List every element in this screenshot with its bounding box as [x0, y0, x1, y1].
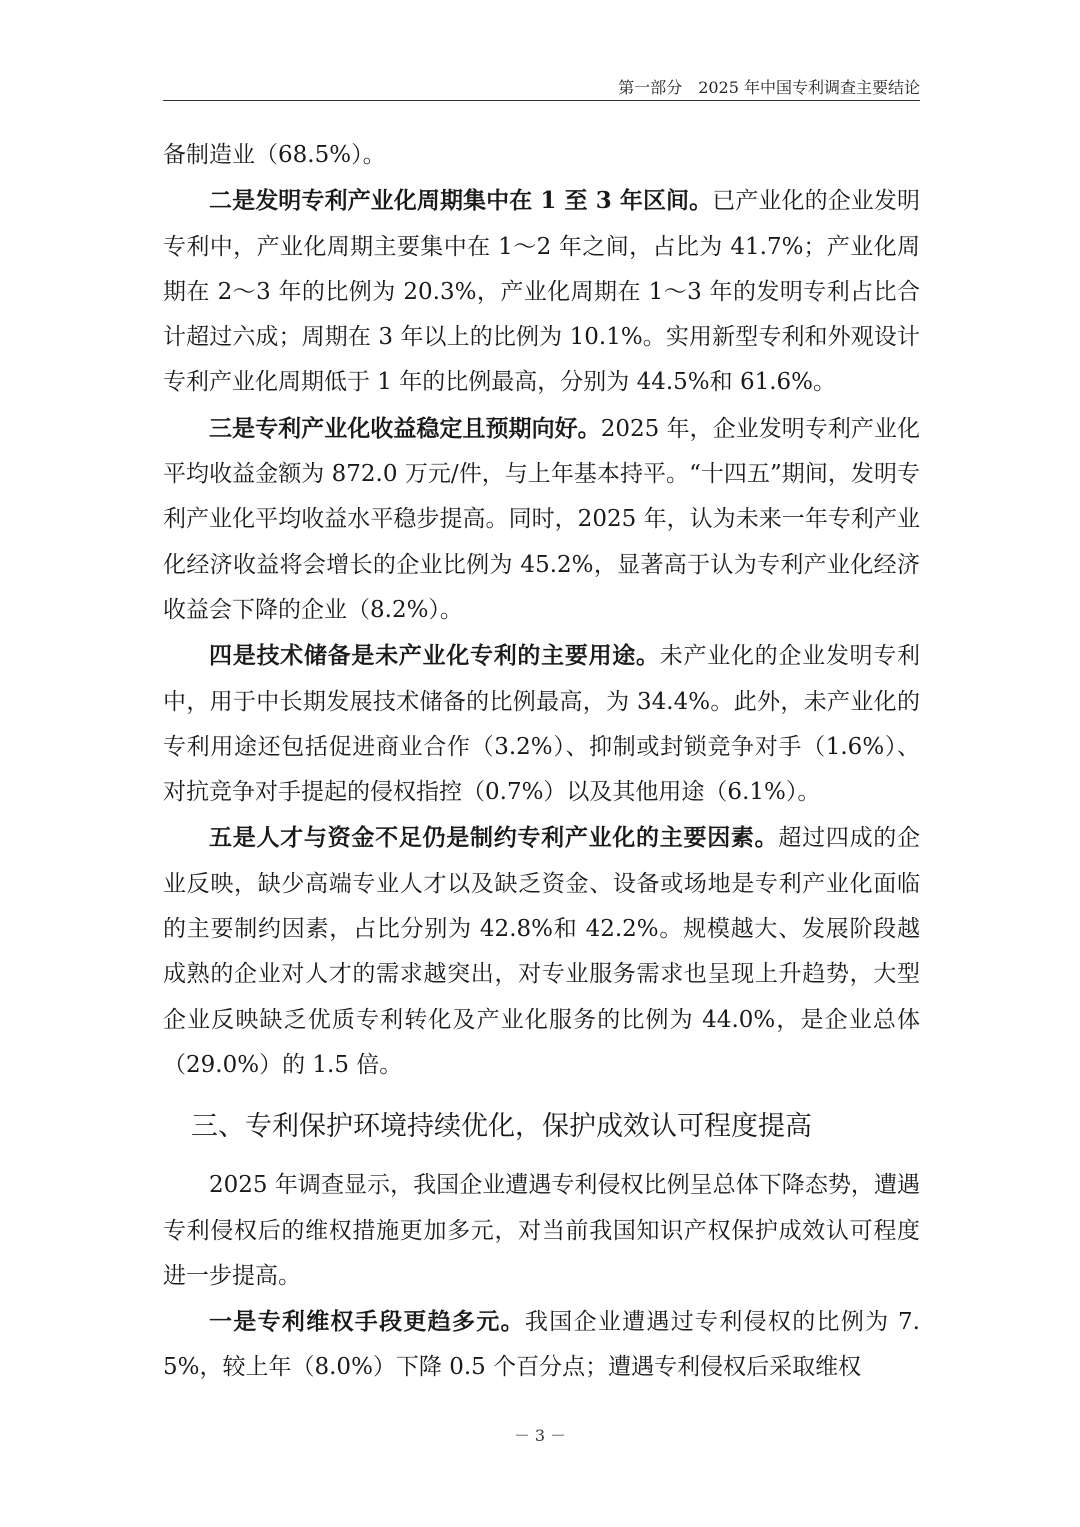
page-body	[163, 132, 920, 1391]
paragraph-text: 未产业化的企业发明专利中，用于中长期发展技术储备的比例最高，为 34.4%。此外，未产业化的专利用途还包括促进商业合作（3.2%）、抑制或封锁竞争对手（1.6%）、对抗竞争对手提起的侵权指控（0.7%）以及其他用途（6.1%）。	[163, 643, 921, 806]
paragraph-continuation	[163, 132, 920, 178]
paragraph-lead: 四是技术储备是未产业化专利的主要用途。	[209, 642, 660, 670]
paragraph-text: 备制造业（68.5%）。	[163, 142, 386, 168]
paragraph-text: 已产业化的企业发明专利中，产业化周期主要集中在 1～2 年之间，占比为 41.7%；产业化周期在 2～3 年的比例为 20.3%，产业化周期在 1～3 年的发明专利占比合计超过六成；周期在 3 年以上的比例为 10.1%。实用新型专利和外观设计专利产业化周期低于 1 年的比例最高，分别为 44.5%和 61.6%。	[163, 188, 920, 396]
paragraph-lead: 三是专利产业化收益稳定且预期向好。	[209, 414, 601, 442]
running-header: 第一部分 2025 年中国专利调查主要结论	[618, 78, 920, 97]
paragraph-finding-2	[163, 178, 920, 405]
paragraph-section-intro	[163, 1162, 920, 1299]
paragraph-text: 2025 年调查显示，我国企业遭遇专利侵权比例呈总体下降态势，遭遇专利侵权后的维权措施更加多元，对当前我国知识产权保护成效认可程度进一步提高。	[163, 1172, 920, 1289]
page-number: － 3 －	[513, 1426, 567, 1445]
paragraph-finding-3	[163, 406, 920, 633]
paragraph-lead: 五是人才与资金不足仍是制约专利产业化的主要因素。	[209, 824, 779, 852]
paragraph-text: 2025 年，企业发明专利产业化平均收益金额为 872.0 万元/件，与上年基本持平。“十四五”期间，发明专利产业化平均收益水平稳步提高。同时，2025 年，认为未来一年专利产业化经济收益将会增长的企业比例为 45.2%，显著高于认为专利产业化经济收益会下降的企业（8.2%）。	[163, 415, 920, 623]
paragraph-protection-finding-1	[163, 1299, 920, 1391]
paragraph-finding-4	[163, 633, 920, 815]
header-divider	[163, 100, 920, 101]
paragraph-lead: 二是发明专利产业化周期集中在 1 至 3 年区间。	[209, 187, 713, 215]
paragraph-text: 超过四成的企业反映，缺少高端专业人才以及缺乏资金、设备或场地是专利产业化面临的主要制约因素，占比分别为 42.8%和 42.2%。规模越大、发展阶段越成熟的企业对人才的需求越突出，对专业服务需求也呈现上升趋势，大型企业反映缺乏优质专利转化及产业化服务的比例为 44.0%，是企业总体（29.0%）的 1.5 倍。	[163, 825, 921, 1078]
paragraph-lead: 一是专利维权手段更趋多元。	[209, 1308, 525, 1336]
paragraph-finding-5	[163, 815, 920, 1088]
section-heading: 三、专利保护环境持续优化，保护成效认可程度提高	[191, 1111, 812, 1143]
paragraph-text: 我国企业遭遇过专利侵权的比例为 7.5%，较上年（8.0%）下降 0.5 个百分点；遭遇专利侵权后采取维权	[163, 1309, 920, 1381]
